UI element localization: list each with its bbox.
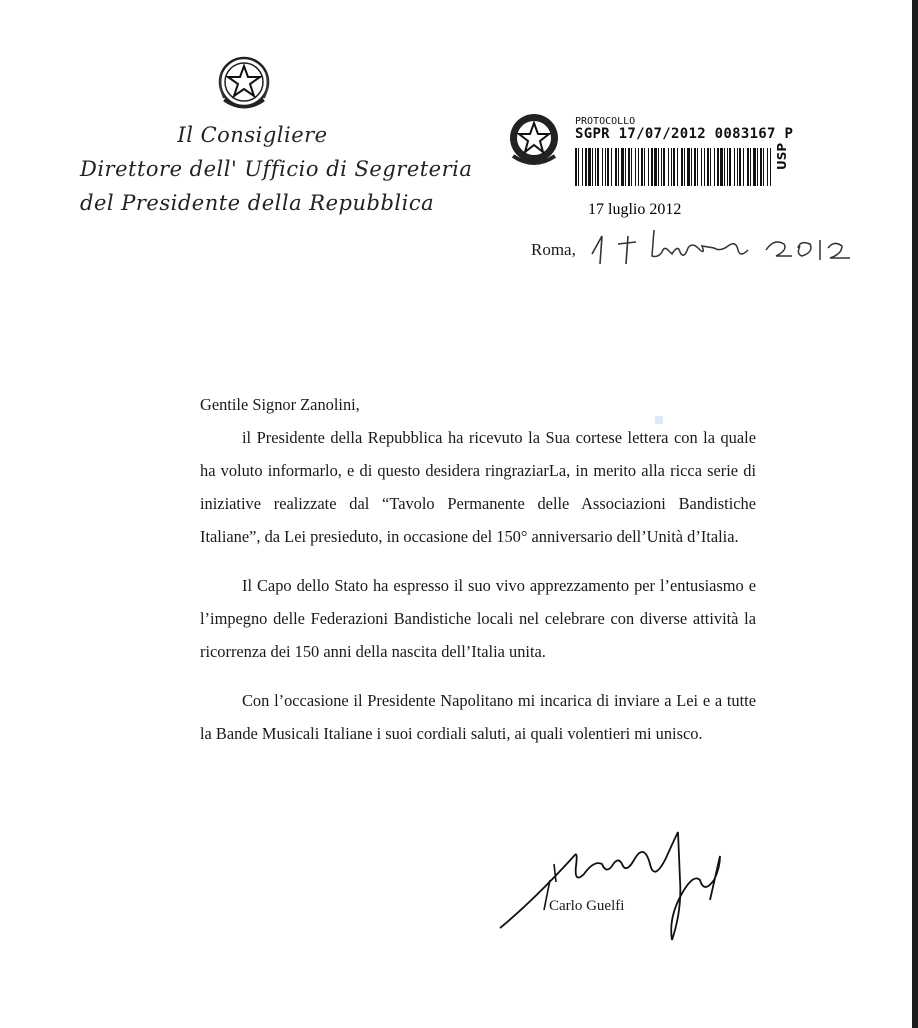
barcode-bar — [763, 148, 764, 186]
barcode-bar — [582, 148, 583, 186]
barcode-bar — [747, 148, 749, 186]
barcode-bar — [635, 148, 636, 186]
barcode-bar — [677, 148, 678, 186]
barcode-bar — [750, 148, 751, 186]
barcode-bar — [753, 148, 756, 186]
barcode-bar — [607, 148, 609, 186]
barcode-bar — [611, 148, 612, 186]
barcode-bar — [592, 148, 593, 186]
barcode-bar — [641, 148, 643, 186]
barcode-bar — [760, 148, 762, 186]
signatory-name: Carlo Guelfi — [549, 898, 625, 914]
barcode-bar — [714, 148, 715, 186]
paragraph-3: Con l’occasione il Presidente Napolitano mi incarica di inviare a Lei e a tutte la Bande Musicali Italiane i suoi cordiali saluti, ai quali volentieri mi unisco. — [200, 691, 756, 743]
barcode-bar — [681, 148, 683, 186]
paragraph-1: il Presidente della Repubblica ha ricevuto la Sua cortese lettera con la quale ha voluto informarlo, e di questo desidera ringraziarLa, in merito alla ricca serie di iniziative realizzate dal “Tavolo Permanente delle Associazioni Bandistiche Italiane”, da Lei presieduto, in occasione del 150° anniversario dell’Unità d’Italia. — [200, 428, 756, 546]
protocol-code: SGPR 17/07/2012 0083167 P — [575, 126, 794, 142]
scan-edge — [912, 0, 918, 1028]
barcode-bar — [588, 148, 591, 186]
barcode-bar — [654, 148, 657, 186]
scan-mark — [655, 416, 663, 424]
barcode-bar — [578, 148, 579, 186]
barcode-bar — [663, 148, 665, 186]
handwritten-date — [588, 201, 858, 266]
barcode-bar — [704, 148, 705, 186]
barcode-bar — [691, 148, 692, 186]
barcode-bar — [631, 148, 632, 186]
place-label: Roma, — [531, 240, 576, 259]
barcode-bar — [605, 148, 606, 186]
barcode-bar — [628, 148, 630, 186]
letterhead-line-1: Il Consigliere — [177, 123, 328, 147]
barcode-bar — [644, 148, 645, 186]
barcode-bar — [720, 148, 723, 186]
barcode-bar — [729, 148, 731, 186]
barcode-bar — [595, 148, 596, 186]
barcode-bar — [638, 148, 639, 186]
barcode-bar — [707, 148, 709, 186]
barcode-bar — [694, 148, 696, 186]
barcode — [575, 148, 771, 186]
barcode-bar — [602, 148, 603, 186]
barcode-bar — [697, 148, 698, 186]
letterhead-line-2: Direttore dell' Ufficio di Segreteria — [80, 157, 473, 181]
barcode-bar — [734, 148, 735, 186]
salutation: Gentile Signor Zanolini, — [200, 395, 360, 414]
barcode-bar — [668, 148, 669, 186]
barcode-bar — [770, 148, 771, 186]
paragraph-2: Il Capo dello Stato ha espresso il suo vivo apprezzamento per l’entusiasmo e l’impegno delle Federazioni Bandistiche locali nel celebrare con diverse attività la ricorrenza dei 150 anni della nascita dell’Italia unita. — [200, 576, 756, 661]
letter-body — [200, 388, 756, 750]
barcode-bar — [701, 148, 702, 186]
protocol-side-label: USP — [775, 142, 789, 170]
protocol-stamp — [505, 110, 805, 190]
barcode-bar — [658, 148, 659, 186]
barcode-bar — [651, 148, 653, 186]
handwritten-signature — [494, 820, 744, 950]
barcode-bar — [767, 148, 768, 186]
barcode-bar — [757, 148, 758, 186]
barcode-bar — [727, 148, 728, 186]
barcode-bar — [671, 148, 672, 186]
barcode-bar — [615, 148, 617, 186]
barcode-bar — [621, 148, 624, 186]
barcode-bar — [625, 148, 626, 186]
barcode-bar — [597, 148, 599, 186]
barcode-bar — [724, 148, 725, 186]
barcode-bar — [743, 148, 744, 186]
barcode-bar — [585, 148, 587, 186]
barcode-bar — [618, 148, 619, 186]
barcode-bar — [737, 148, 738, 186]
barcode-bar — [710, 148, 711, 186]
barcode-bar — [739, 148, 741, 186]
barcode-bar — [661, 148, 662, 186]
letterhead-title — [80, 118, 473, 220]
barcode-bar — [717, 148, 719, 186]
republic-emblem — [216, 52, 272, 114]
barcode-bar — [684, 148, 685, 186]
handwritten-date-text: 17 luglio 2012 — [588, 201, 682, 218]
letterhead-line-3: del Presidente della Repubblica — [80, 191, 435, 215]
stamp-emblem-icon — [505, 110, 563, 170]
barcode-bar — [575, 148, 577, 186]
barcode-bar — [673, 148, 675, 186]
protocol-label: PROTOCOLLO — [575, 116, 636, 127]
barcode-bar — [648, 148, 649, 186]
barcode-bar — [687, 148, 690, 186]
